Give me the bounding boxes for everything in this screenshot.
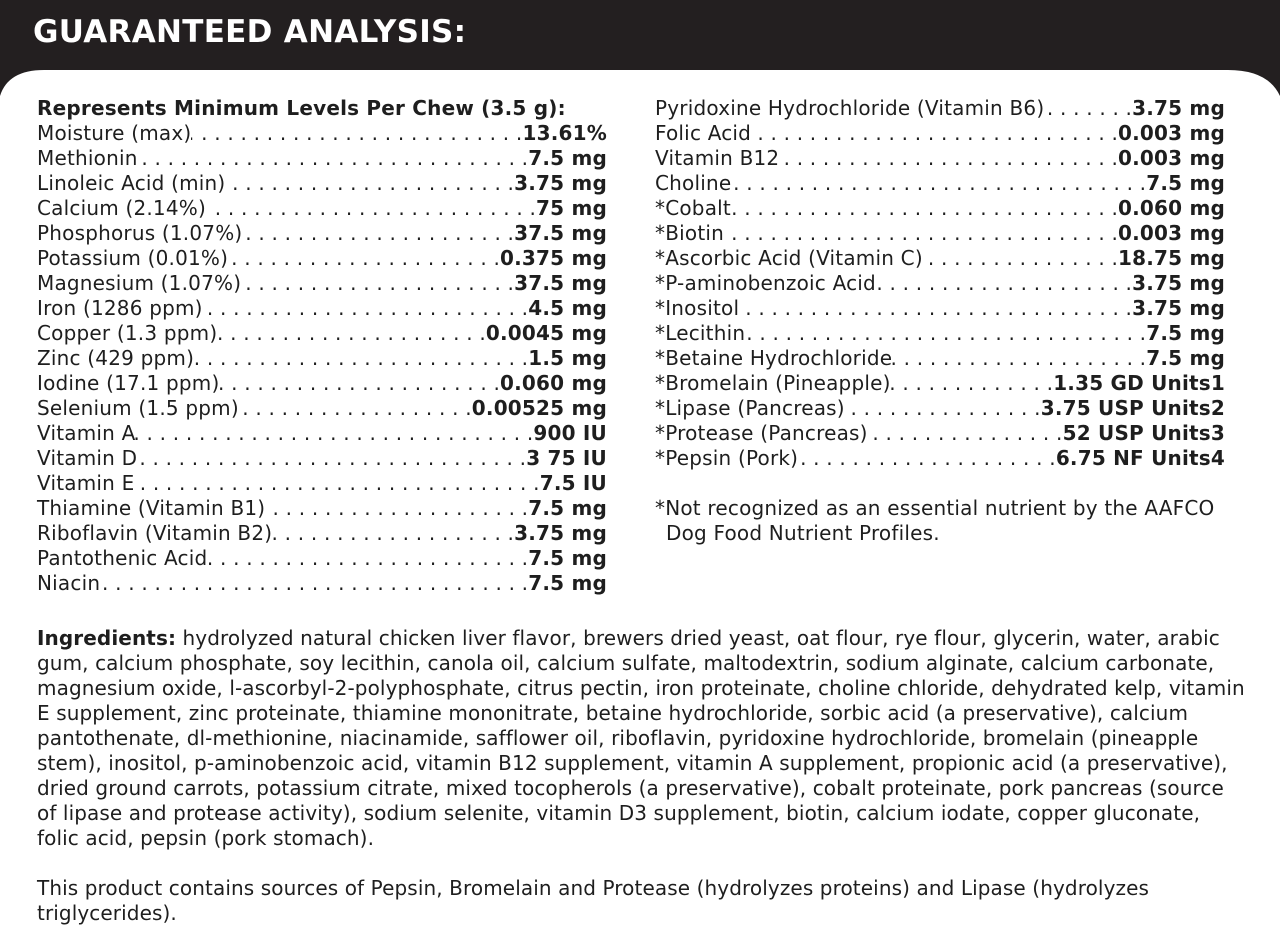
analysis-right-column <box>655 96 1225 471</box>
leader-dots <box>272 521 514 546</box>
nutrient-row <box>655 446 1225 471</box>
nutrient-name: Iron (1286 ppm) <box>37 296 203 320</box>
nutrient-value: 3.75 mg <box>514 171 607 195</box>
nutrient-row <box>37 496 607 521</box>
nutrient-row <box>655 96 1225 121</box>
leader-dots <box>241 271 514 296</box>
nutrient-row <box>655 221 1225 246</box>
nutrient-row <box>37 271 607 296</box>
nutrient-name: Niacin <box>37 571 101 595</box>
leader-dots <box>203 296 529 321</box>
nutrient-value: 0.375 mg <box>500 246 607 270</box>
nutrient-row <box>37 521 607 546</box>
nutrient-name: Iodine (17.1 ppm) <box>37 371 220 395</box>
nutrient-row <box>655 421 1225 446</box>
nutrient-name: Vitamin D <box>37 446 138 470</box>
leader-dots <box>239 396 472 421</box>
nutrient-value: 0.003 mg <box>1118 121 1225 145</box>
leader-dots <box>100 571 528 596</box>
nutrient-row <box>37 471 607 496</box>
nutrient-row <box>655 271 1225 296</box>
leader-dots <box>138 146 529 171</box>
nutrient-name: Riboflavin (Vitamin B2) <box>37 521 273 545</box>
nutrient-name: *P-aminobenzoic Acid <box>655 271 876 295</box>
nutrient-value: 7.5 mg <box>528 546 607 570</box>
leader-dots <box>135 421 533 446</box>
leader-dots <box>134 471 539 496</box>
nutrient-name: Zinc (429 ppm) <box>37 346 195 370</box>
nutrient-name: Moisture (max) <box>37 121 192 145</box>
nutrient-row <box>655 196 1225 221</box>
nutrient-value: 7.5 mg <box>528 571 607 595</box>
leader-dots <box>225 171 514 196</box>
nutrient-value: 52 USP Units3 <box>1062 421 1225 445</box>
leader-dots <box>206 196 536 221</box>
leader-dots <box>868 421 1063 446</box>
nutrient-row <box>37 171 607 196</box>
nutrient-name: Folic Acid <box>655 121 752 145</box>
nutrient-value: 13.61% <box>522 121 607 145</box>
nutrient-value: 1.5 mg <box>528 346 607 370</box>
enzymes-note: This product contains sources of Pepsin, Bromelain and Protease (hydrolyzes proteins) and Lipase (hydrolyzes triglycerides). <box>37 876 1150 925</box>
leader-dots <box>892 346 1146 371</box>
nutrient-name: Magnesium (1.07%) <box>37 271 242 295</box>
nutrient-row <box>37 121 607 146</box>
leader-dots <box>1044 96 1132 121</box>
nutrient-value: 75 mg <box>536 196 607 220</box>
nutrient-row <box>37 421 607 446</box>
leader-dots <box>242 221 514 246</box>
nutrient-row <box>655 246 1225 271</box>
nutrient-name: Phosphorus (1.07%) <box>37 221 243 245</box>
footnote-line-1: *Not recognized as an essential nutrient by the AAFCO <box>655 496 1215 520</box>
nutrient-name: Copper (1.3 ppm) <box>37 321 218 345</box>
analysis-left-column <box>37 96 607 596</box>
nutrient-value: 7.5 mg <box>528 496 607 520</box>
leader-dots <box>739 296 1132 321</box>
nutrient-row <box>37 196 607 221</box>
leader-dots <box>745 321 1146 346</box>
leader-dots <box>923 246 1118 271</box>
nutrient-value: 7.5 mg <box>1146 346 1225 370</box>
nutrient-row <box>37 296 607 321</box>
leader-dots <box>798 446 1056 471</box>
leader-dots <box>228 246 500 271</box>
nutrient-value: 1.35 GD Units1 <box>1053 371 1225 395</box>
nutrient-value: 0.003 mg <box>1118 221 1225 245</box>
nutrient-value: 0.060 mg <box>500 371 607 395</box>
nutrient-value: 0.0045 mg <box>485 321 607 345</box>
leader-dots <box>207 546 528 571</box>
nutrient-row <box>655 121 1225 146</box>
nutrient-row <box>655 396 1225 421</box>
ingredients-text: hydrolyzed natural chicken liver flavor, brewers dried yeast, oat flour, rye flour, glycerin, water, arabic gum, calcium phosphate, soy lecithin, canola oil, calcium sulfate, maltodextrin, sodium alginate, calcium carbonate, magnesium oxide, l-ascorbyl-2-polyphosphate, citrus pectin, iron proteinate, choline chloride, dehydrated kelp, vitamin E supplement, zinc proteinate, thiamine mononitrate, betaine hydrochloride, sorbic acid (a preservative), calcium pantothenate, dl-methionine, niacinamide, safflower oil, riboflavin, pyridoxine hydrochloride, bromelain (pineapple stem), inositol, p-aminobenzoic acid, vitamin B12 supplement, vitamin A supplement, propionic acid (a preservative), dried ground carrots, potassium citrate, mixed tocopherols (a preservative), cobalt proteinate, pork pancreas (source of lipase and protease activity), sodium selenite, vitamin D3 supplement, biotin, calcium iodate, copper gluconate, folic acid, pepsin (pork stomach). <box>37 626 1245 850</box>
nutrient-name: Calcium (2.14%) <box>37 196 206 220</box>
nutrient-row <box>655 171 1225 196</box>
nutrient-value: 37.5 mg <box>514 221 607 245</box>
nutrient-name: Pyridoxine Hydrochloride (Vitamin B6) <box>655 96 1045 120</box>
ingredients-label: Ingredients: <box>37 626 177 650</box>
leader-dots <box>731 196 1118 221</box>
nutrient-value: 3.75 mg <box>1132 296 1225 320</box>
footnote-line-2: Dog Food Nutrient Profiles. <box>666 521 940 545</box>
leader-dots <box>876 271 1132 296</box>
nutrient-name: Selenium (1.5 ppm) <box>37 396 239 420</box>
leader-dots <box>217 321 486 346</box>
nutrient-value: 3.75 USP Units2 <box>1040 396 1225 420</box>
nutrient-row <box>37 321 607 346</box>
nutrient-name: *Lecithin <box>655 321 746 345</box>
nutrient-name: *Lipase (Pancreas) <box>655 396 845 420</box>
nutrient-row <box>37 346 607 371</box>
nutrient-name: *Pepsin (Pork) <box>655 446 799 470</box>
nutrient-value: 900 IU <box>533 421 607 445</box>
nutrient-value: 18.75 mg <box>1118 246 1225 270</box>
nutrient-name: Linoleic Acid (min) <box>37 171 226 195</box>
leader-dots <box>751 121 1118 146</box>
nutrient-row <box>37 146 607 171</box>
nutrient-name: *Inositol <box>655 296 740 320</box>
nutrient-row <box>655 146 1225 171</box>
nutrient-name: *Protease (Pancreas) <box>655 421 868 445</box>
nutrient-name: *Bromelain (Pineapple) <box>655 371 891 395</box>
leader-dots <box>137 446 526 471</box>
nutrient-name: Vitamin B12 <box>655 146 780 170</box>
nutrient-row <box>37 446 607 471</box>
nutrient-value: 4.5 mg <box>528 296 607 320</box>
nutrient-row <box>37 246 607 271</box>
leader-dots <box>265 496 528 521</box>
nutrient-row <box>37 571 607 596</box>
nutrient-value: 0.00525 mg <box>471 396 607 420</box>
header-banner <box>0 0 1280 100</box>
leader-dots <box>724 221 1118 246</box>
nutrient-name: Vitamin A <box>37 421 136 445</box>
nutrient-value: 6.75 NF Units4 <box>1055 446 1225 470</box>
nutrient-value: 0.003 mg <box>1118 146 1225 170</box>
nutrient-value: 3 75 IU <box>526 446 607 470</box>
nutrient-name: Choline <box>655 171 732 195</box>
nutrient-name: *Cobalt <box>655 196 731 220</box>
aafco-footnote <box>655 496 1245 546</box>
nutrient-row <box>37 546 607 571</box>
leader-dots <box>731 171 1146 196</box>
nutrient-row <box>37 221 607 246</box>
nutrient-name: Methionin <box>37 146 138 170</box>
nutrient-value: 7.5 mg <box>1146 171 1225 195</box>
nutrient-value: 3.75 mg <box>1132 96 1225 120</box>
nutrient-row <box>655 321 1225 346</box>
nutrient-name: Pantothenic Acid <box>37 546 208 570</box>
leader-dots <box>220 371 501 396</box>
nutrient-value: 37.5 mg <box>514 271 607 295</box>
nutrient-value: 3.75 mg <box>514 521 607 545</box>
nutrient-row <box>655 296 1225 321</box>
leader-dots <box>191 121 522 146</box>
nutrient-name: Thiamine (Vitamin B1) <box>37 496 266 520</box>
nutrient-row <box>37 371 607 396</box>
leader-dots <box>845 396 1041 421</box>
nutrient-row <box>37 396 607 421</box>
leader-dots <box>891 371 1054 396</box>
nutrient-name: Potassium (0.01%) <box>37 246 229 270</box>
nutrient-row <box>655 371 1225 396</box>
nutrient-value: 7.5 mg <box>528 146 607 170</box>
nutrient-value: 7.5 IU <box>539 471 607 495</box>
analysis-heading: Represents Minimum Levels Per Chew (3.5 g): <box>37 96 566 120</box>
nutrient-value: 0.060 mg <box>1118 196 1225 220</box>
leader-dots <box>194 346 528 371</box>
nutrient-value: 7.5 mg <box>1146 321 1225 345</box>
nutrient-name: *Ascorbic Acid (Vitamin C) <box>655 246 923 270</box>
ingredients-paragraph <box>37 626 1247 851</box>
nutrient-name: Vitamin E <box>37 471 135 495</box>
nutrient-row <box>655 346 1225 371</box>
nutrient-name: *Biotin <box>655 221 724 245</box>
nutrient-value: 3.75 mg <box>1132 271 1225 295</box>
banner-title: GUARANTEED ANALYSIS: <box>33 14 467 50</box>
nutrient-name: *Betaine Hydrochloride <box>655 346 893 370</box>
leader-dots <box>779 146 1118 171</box>
